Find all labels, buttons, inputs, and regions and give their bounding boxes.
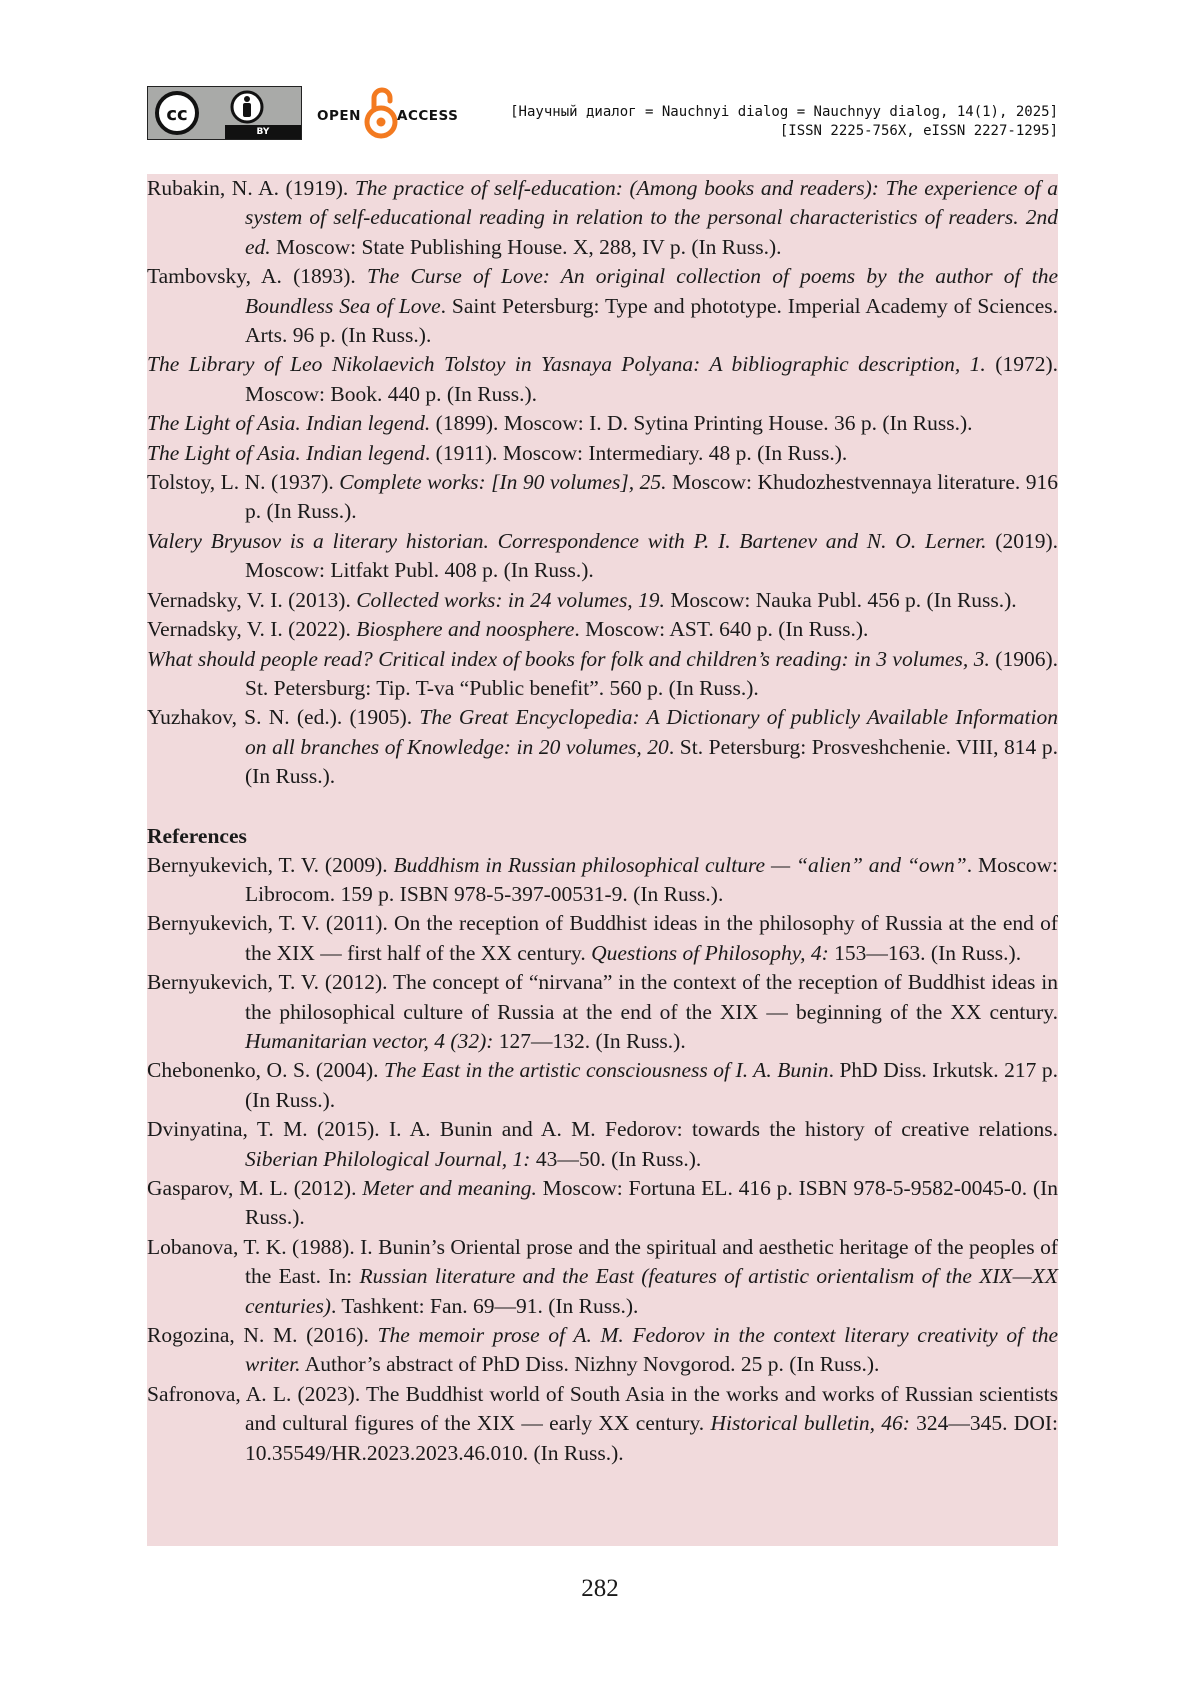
reference-entry [147, 1115, 1058, 1174]
open-access-logo [317, 86, 467, 140]
reference-entry [147, 615, 1058, 644]
reference-details: . Saint Petersburg: Type and phototype. Imperial Academy of Sciences. Arts. 96 p. (In Russ.). [245, 293, 1058, 348]
reference-details: 127—132. (In Russ.). [493, 1028, 686, 1053]
section-spacer [147, 792, 1058, 821]
page-number: 282 [581, 1575, 619, 1602]
cc-by-license-badge[interactable] [147, 86, 302, 140]
reference-entry [147, 409, 1058, 438]
cc-by-label: BY [225, 125, 301, 139]
reference-entry [147, 1056, 1058, 1115]
citation-line-2: [ISSN 2225-756X, eISSN 2227-1295] [779, 123, 1058, 139]
reference-entry [147, 851, 1058, 910]
reference-title: The Library of Leo Nikolaevich Tolstoy in Yasnaya Polyana: A bibliographic description, 1. [147, 352, 986, 377]
reference-entry [147, 439, 1058, 468]
reference-title: The memoir prose of A. M. Fedorov in the context literary creativity of the writer. [245, 1323, 1058, 1377]
reference-text: Rogozina, N. M. (2016). [147, 1323, 378, 1348]
reference-title: The Light of Asia. Indian legend. [147, 411, 431, 436]
reference-text: Vernadsky, V. I. (2013). [147, 587, 357, 612]
reference-text: Bernyukevich, T. V. (2009). [147, 852, 394, 877]
reference-details: Moscow: State Publishing House. X, 288, IV p. (In Russ.). [270, 234, 782, 259]
reference-text: Rubakin, N. A. (1919). [147, 176, 355, 200]
reference-details: 324—345. DOI: 10.35549/HR.2023.2023.46.010. (In Russ.). [245, 1411, 1058, 1465]
reference-details: (1899). Moscow: I. D. Sytina Printing House. 36 p. (In Russ.). [430, 411, 973, 436]
references-list [147, 851, 1058, 1469]
reference-details: 153—163. (In Russ.). [828, 940, 1022, 965]
reference-text: Dvinyatina, T. M. (2015). I. A. Bunin and A. M. Fedorov: towards the history of creative relations. [147, 1117, 1058, 1142]
reference-entry [147, 1233, 1058, 1321]
reference-details: . (1911). Moscow: Intermediary. 48 p. (In Russ.). [424, 440, 848, 465]
citation-line-1: [Научный диалог = Nauchnyi dialog = Nauchnyy dialog, 14(1), 2025] [510, 104, 1058, 120]
reference-title: What should people read? Critical index of books for folk and children’s reading: in 3 volumes, 3. [147, 646, 990, 671]
reference-entry [147, 645, 1058, 704]
reference-entry [147, 968, 1058, 1056]
reference-text: Vernadsky, V. I. (2022). [147, 617, 357, 642]
reference-details: . Tashkent: Fan. 69—91. (In Russ.). [330, 1293, 639, 1318]
reference-title: Siberian Philological Journal, 1: [245, 1146, 531, 1171]
reference-title: Valery Bryusov is a literary historian. Correspondence with P. I. Bartenev and N. O. Lerner. [147, 528, 987, 553]
reference-entry [147, 350, 1058, 409]
reference-details: Moscow: Khudozhestvennaya literature. 916 p. (In Russ.). [245, 470, 1058, 524]
reference-title: The Great Encyclopedia: A Dictionary of publicly Available Information on all branches of Knowledge: in 20 volumes, 20 [245, 705, 1059, 759]
reference-details: Moscow: Nauka Publ. 456 p. (In Russ.). [664, 587, 1017, 612]
reference-text: Yuzhakov, S. N. (ed.). (1905). [147, 705, 420, 730]
reference-title: Buddhism in Russian philosophical culture — “alien” and “own” [393, 852, 967, 877]
reference-text: Tolstoy, L. N. (1937). [147, 470, 340, 495]
reference-entry [147, 909, 1058, 968]
reference-text: Bernyukevich, T. V. (2011). On the reception of Buddhist ideas in the philosophy of Russia at the end of the XIX — first half of the XX century. [147, 911, 1058, 965]
reference-title: Biosphere and noosphere [356, 617, 575, 642]
reference-details: Moscow: Fortuna EL. 416 p. ISBN 978-5-9582-0045-0. (In Russ.). [245, 1176, 1059, 1230]
references-heading: References [147, 823, 247, 848]
reference-entry [147, 1380, 1058, 1468]
reference-entry [147, 703, 1058, 791]
svg-text:cc: cc [166, 104, 188, 125]
reference-entry [147, 468, 1058, 527]
reference-entry [147, 1174, 1058, 1233]
reference-text: Lobanova, T. K. (1988). I. Bunin’s Oriental prose and the spiritual and aesthetic heritage of the peoples of the East. In: [147, 1234, 1058, 1289]
page-header [147, 86, 1058, 144]
sources-list [147, 174, 1058, 792]
reference-details: (2019). Moscow: Litfakt Publ. 408 p. (In Russ.). [245, 528, 1058, 583]
reference-title: Complete works: [In 90 volumes], 25. [339, 470, 667, 495]
reference-entry [147, 527, 1058, 586]
reference-title: Meter and meaning. [362, 1176, 537, 1200]
reference-text: Chebonenko, O. S. (2004). [147, 1058, 385, 1083]
reference-text: Bernyukevich, T. V. (2012). The concept of “nirvana” in the context of the reception of Buddhist ideas in the philosophical culture of Russia at the end of the XIX — beginning of the XX century. [147, 970, 1058, 1024]
reference-title: The Curse of Love: An original collection of poems by the author of the Boundless Sea of Love [245, 264, 1058, 318]
reference-title: The practice of self-education: (Among books and readers): The experience of a system of self-educational reading in relation to the personal characteristics of readers. 2nd ed. [245, 176, 1058, 259]
reference-text: Gasparov, M. L. (2012). [147, 1176, 363, 1200]
reference-details: Author’s abstract of PhD Diss. Nizhny Novgorod. 25 p. (In Russ.). [300, 1352, 880, 1377]
reference-details: . St. Petersburg: Prosveshchenie. VIII, 814 p. (In Russ.). [245, 734, 1058, 789]
reference-title: The Light of Asia. Indian legend [147, 440, 425, 465]
reference-entry [147, 174, 1058, 262]
reference-details: (1906). St. Petersburg: Tip. T-va “Public benefit”. 560 p. (In Russ.). [245, 646, 1058, 700]
journal-citation [510, 103, 1058, 141]
reference-details: . Moscow: AST. 640 p. (In Russ.). [574, 617, 869, 642]
reference-text: Tambovsky, A. (1893). [147, 264, 368, 289]
reference-details: 43—50. (In Russ.). [530, 1146, 702, 1171]
reference-entry [147, 262, 1058, 350]
reference-entry [147, 586, 1058, 615]
reference-details: . PhD Diss. Irkutsk. 217 p. (In Russ.). [245, 1058, 1058, 1112]
open-access-left-word: OPEN [317, 108, 361, 124]
reference-text: Safronova, A. L. (2023). The Buddhist world of South Asia in the works and works of Russian scientists and cultural figures of the XIX — early XX century. [147, 1381, 1058, 1436]
open-access-right-word: ACCESS [397, 108, 459, 124]
reference-entry [147, 1321, 1058, 1380]
reference-details: (1972). Moscow: Book. 440 p. (In Russ.). [245, 352, 1058, 406]
reference-title: Historical bulletin, 46: [710, 1411, 910, 1436]
bibliography-block [147, 174, 1058, 1546]
reference-title: Russian literature and the East (features of artistic orientalism of the XIX—XX centuries) [245, 1264, 1059, 1318]
reference-title: Questions of Philosophy, 4: [591, 940, 829, 965]
reference-details: . Moscow: Librocom. 159 p. ISBN 978-5-397-00531-9. (In Russ.). [245, 852, 1059, 906]
reference-title: Humanitarian vector, 4 (32): [245, 1028, 494, 1053]
reference-title: The East in the artistic consciousness of I. A. Bunin [384, 1058, 829, 1083]
open-access-lock-icon [364, 86, 398, 140]
reference-title: Collected works: in 24 volumes, 19. [356, 587, 665, 612]
